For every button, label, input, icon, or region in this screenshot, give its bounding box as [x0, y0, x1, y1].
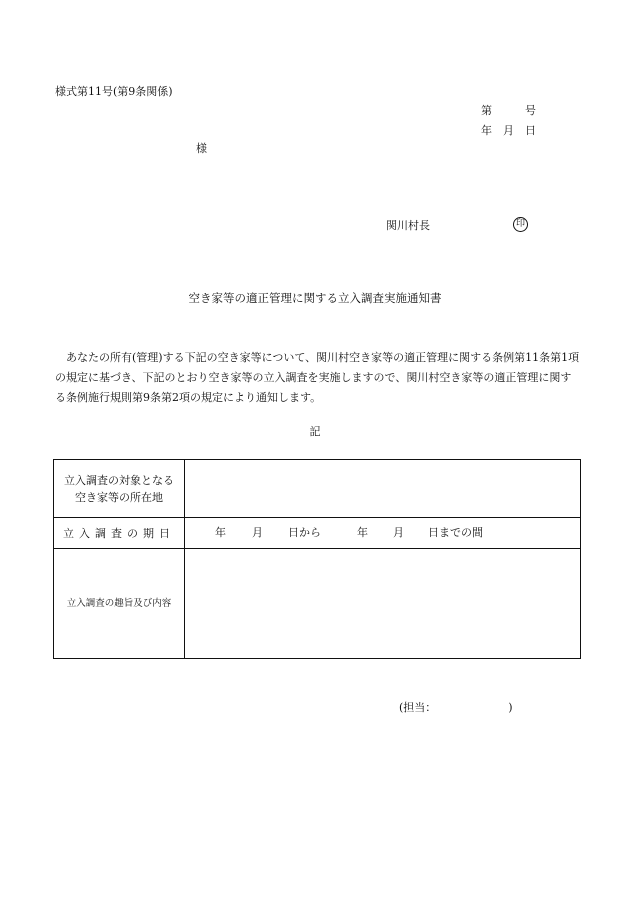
location-label-line1: 立入調査の対象となる — [64, 473, 174, 487]
document-title: 空き家等の適正管理に関する立入調査実施通知書 — [188, 291, 442, 305]
location-value — [185, 460, 581, 518]
seal-icon: 印 — [513, 217, 528, 232]
issuer-name: 関川村長 — [386, 219, 430, 232]
period-value — [185, 518, 581, 549]
purpose-label: 立入調査の趣旨及び内容 — [54, 549, 185, 659]
table-row-period — [54, 518, 581, 549]
contact-line — [399, 700, 513, 716]
document-number-label: 第 号 — [481, 104, 536, 117]
form-number: 様式第11号(第9条関係) — [55, 85, 173, 98]
table-row-location — [54, 460, 581, 518]
period-day-from: 日から — [288, 526, 321, 539]
ki-heading: 記 — [309, 425, 321, 438]
period-label: 立入調査の期日 — [54, 518, 185, 549]
notice-body: あなたの所有(管理)する下記の空き家等について、関川村空き家等の適正管理に関する条例第11条第1項の規定に基づき、下記のとおり空き家等の立入調査を実施しますので、関川村空き家等の適正管理に関する条例施行規則第9条第2項の規定により通知します。 — [55, 351, 580, 404]
document-date-label: 年 月 日 — [481, 124, 536, 137]
period-day-to: 日までの間 — [428, 526, 483, 539]
location-label — [54, 460, 185, 518]
table-row-purpose — [54, 549, 581, 659]
period-month-to: 月 — [393, 526, 404, 539]
addressee-suffix: 様 — [196, 142, 207, 155]
contact-close: ) — [508, 701, 513, 714]
contact-open: (担当： — [399, 701, 437, 714]
purpose-value — [185, 549, 581, 659]
location-label-line2: 空き家等の所在地 — [75, 490, 163, 504]
inspection-details-table — [53, 459, 581, 659]
period-year-to: 年 — [357, 526, 368, 539]
period-year-from: 年 — [215, 526, 226, 539]
period-month-from: 月 — [252, 526, 263, 539]
